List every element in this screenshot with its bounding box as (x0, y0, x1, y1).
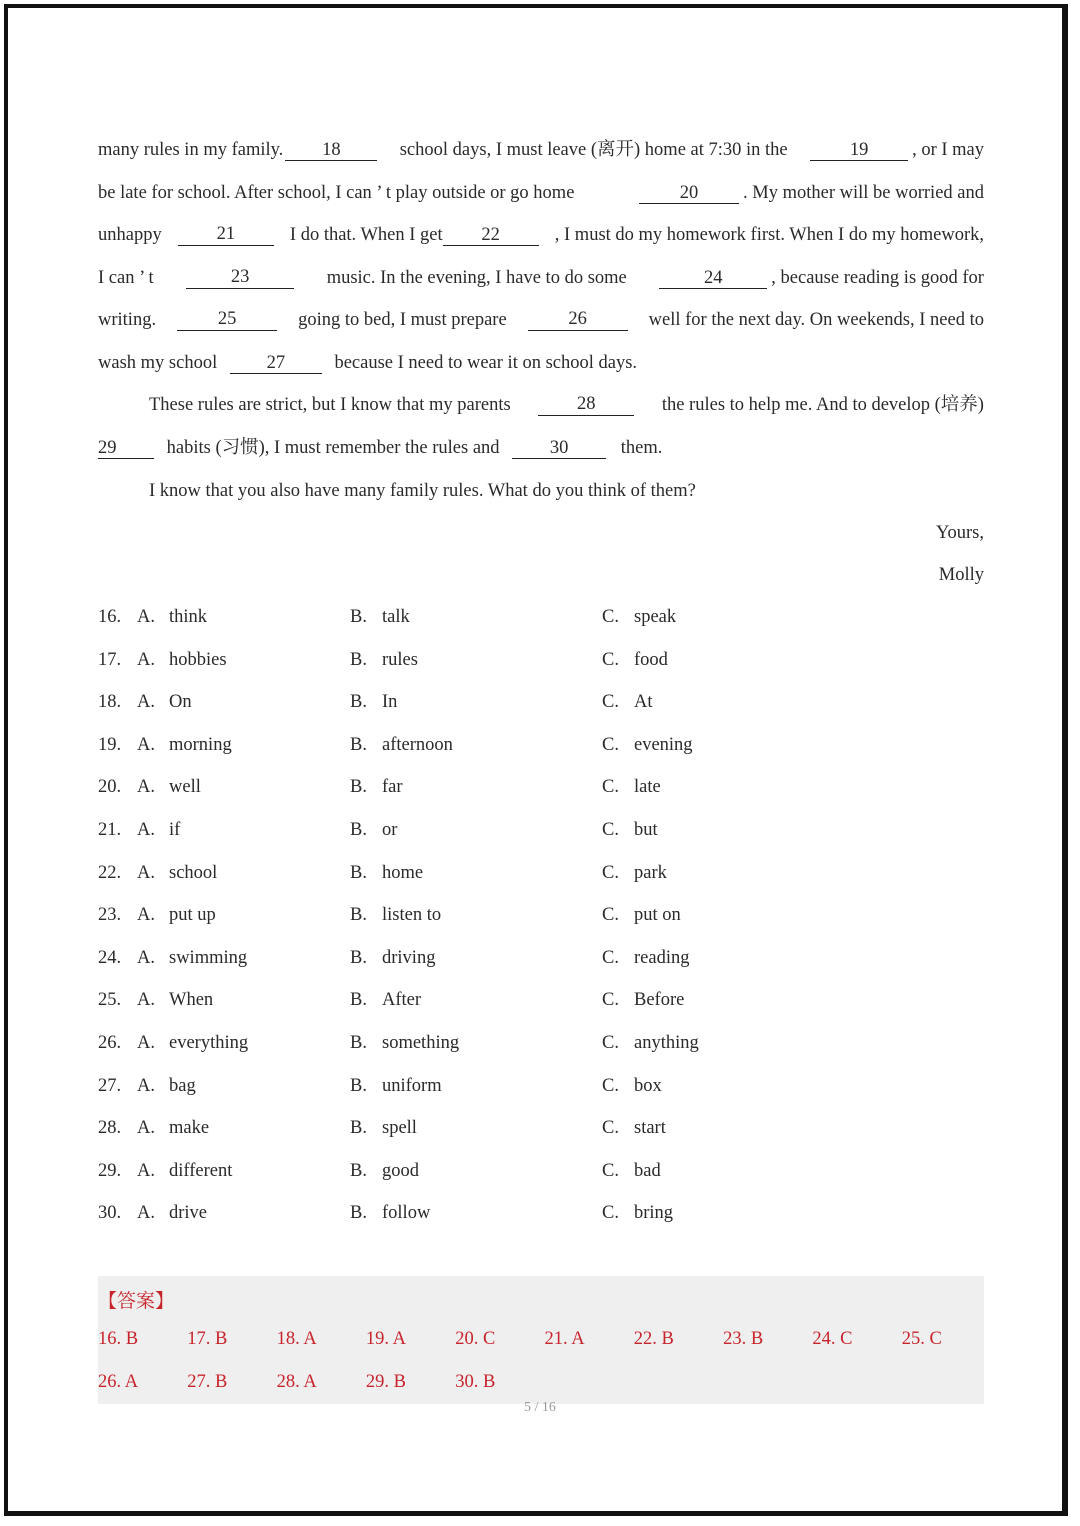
passage-line-6 (98, 352, 637, 374)
answer-item: 23. B (723, 1329, 764, 1349)
option-letter-b: B. (350, 777, 367, 798)
option-letter-c: C. (602, 607, 619, 627)
option-letter-a: A. (137, 777, 155, 798)
passage-line-9 (149, 480, 696, 502)
option-letter-c: C. (602, 862, 619, 883)
blank-30: 30 (512, 438, 606, 459)
blank-29: 29 (98, 438, 154, 459)
option-letter-a: A. (137, 649, 155, 670)
blank-28: 28 (538, 394, 634, 416)
option-b: uniform (382, 1075, 442, 1096)
blank-21: 21 (178, 224, 274, 246)
question-number: 20. (98, 777, 122, 798)
option-letter-a: A. (137, 734, 155, 755)
passage-text: wash my school (98, 353, 218, 373)
blank-24: 24 (659, 268, 767, 289)
option-c: anything (634, 1033, 699, 1053)
passage-text: I do that. When I get (289, 225, 443, 245)
passage-text: , I must do my homework first. When I do my homework, (554, 225, 984, 245)
option-letter-b: B. (350, 820, 367, 840)
question-number: 26. (98, 1033, 122, 1053)
option-row (98, 990, 898, 1014)
answer-item: 20. C (455, 1329, 496, 1349)
option-letter-b: B. (350, 1203, 367, 1224)
option-row (98, 607, 898, 631)
option-c: reading (634, 947, 690, 968)
option-letter-a: A. (137, 1033, 155, 1053)
option-letter-c: C. (602, 1118, 619, 1139)
option-a: different (169, 1160, 233, 1181)
question-number: 28. (98, 1118, 122, 1139)
blank-25: 25 (177, 309, 277, 331)
option-c: speak (634, 607, 677, 627)
option-row (98, 1203, 898, 1227)
answer-item: 25. C (901, 1329, 942, 1349)
question-number: 17. (98, 649, 122, 670)
passage-line-3 (98, 224, 984, 246)
option-letter-a: A. (137, 692, 155, 713)
option-b: driving (382, 947, 436, 968)
option-a: When (169, 990, 214, 1011)
option-a: hobbies (169, 649, 227, 670)
answer-item: 27. B (187, 1372, 228, 1392)
option-c: start (634, 1118, 666, 1139)
option-letter-a: A. (137, 1075, 155, 1096)
answer-item: 17. B (187, 1329, 228, 1349)
option-c: but (634, 820, 658, 840)
answer-item: 21. A (544, 1329, 585, 1349)
option-letter-a: A. (137, 947, 155, 968)
option-row (98, 650, 898, 674)
option-row (98, 1161, 898, 1185)
option-row (98, 777, 898, 801)
passage-text: the rules to help me. And to develop (培养) (661, 395, 984, 415)
option-letter-a: A. (137, 905, 155, 926)
signature: Molly (938, 565, 984, 585)
passage-line-8 (98, 437, 662, 459)
passage-line-7 (149, 394, 984, 416)
option-row (98, 905, 898, 929)
option-letter-a: A. (137, 1203, 155, 1224)
option-c: late (634, 777, 661, 798)
option-a: think (169, 607, 208, 627)
option-letter-c: C. (602, 1033, 619, 1053)
passage-line-2 (98, 182, 984, 204)
option-letter-c: C. (602, 649, 619, 670)
option-a: make (169, 1118, 210, 1139)
passage-text: I know that you also have many family rules. What do you think of them? (149, 481, 696, 501)
option-b: good (382, 1160, 419, 1181)
option-letter-b: B. (350, 990, 367, 1011)
closing: Yours, (936, 523, 984, 543)
option-letter-a: A. (137, 990, 155, 1011)
option-letter-a: A. (137, 1160, 155, 1181)
passage-line-1 (98, 139, 984, 161)
option-c: bad (634, 1160, 661, 1181)
option-c: evening (634, 734, 693, 755)
option-a: swimming (169, 947, 248, 968)
question-number: 29. (98, 1160, 122, 1181)
option-letter-c: C. (602, 692, 619, 713)
option-a: well (169, 777, 201, 798)
option-row (98, 1076, 898, 1100)
option-letter-c: C. (602, 990, 619, 1011)
passage-text: music. In the evening, I have to do some (326, 268, 627, 288)
answer-item: 19. A (365, 1329, 406, 1349)
passage-text: many rules in my family. (98, 140, 284, 160)
passage-text: because I need to wear it on school days. (334, 353, 638, 373)
option-c: food (634, 649, 668, 670)
question-number: 25. (98, 990, 122, 1011)
option-b: far (382, 777, 403, 798)
question-number: 23. (98, 905, 122, 926)
passage-text: well for the next day. On weekends, I need to (648, 310, 984, 330)
option-row (98, 1118, 898, 1142)
option-b: home (382, 862, 424, 883)
blank-19: 19 (810, 140, 908, 161)
option-letter-b: B. (350, 607, 367, 627)
option-a: school (169, 862, 218, 883)
option-letter-b: B. (350, 905, 367, 926)
option-letter-b: B. (350, 649, 367, 670)
question-number: 21. (98, 820, 122, 840)
passage-text: be late for school. After school, I can ’ t play outside or go home (98, 183, 575, 203)
option-letter-c: C. (602, 1203, 619, 1224)
passage-text: , because reading is good for (771, 268, 984, 288)
option-b: talk (382, 607, 410, 627)
option-b: something (382, 1033, 460, 1053)
passage-text: habits (习惯), I must remember the rules and (166, 438, 500, 458)
answer-item: 28. A (276, 1372, 317, 1392)
answer-item: 30. B (455, 1372, 496, 1392)
passage-text: going to bed, I must prepare (298, 310, 507, 330)
passage-line-4 (98, 267, 984, 289)
option-letter-c: C. (602, 777, 619, 798)
option-letter-b: B. (350, 947, 367, 968)
option-letter-a: A. (137, 862, 155, 883)
option-row (98, 1033, 898, 1057)
passage-text: them. (620, 438, 663, 458)
passage-text: , or I may (912, 140, 984, 160)
question-number: 19. (98, 734, 122, 755)
blank-18: 18 (285, 140, 377, 161)
question-number: 18. (98, 692, 122, 713)
passage-text: . My mother will be worried and (743, 183, 984, 203)
passage-line-5 (98, 309, 984, 331)
option-c: bring (634, 1203, 674, 1224)
answer-item: 26. A (98, 1372, 139, 1392)
option-a: morning (169, 734, 232, 755)
blank-26: 26 (528, 309, 628, 331)
page-number: 5 / 16 (524, 1400, 556, 1415)
option-c: box (634, 1075, 662, 1096)
answer-item: 24. C (812, 1329, 853, 1349)
option-b: In (382, 692, 398, 713)
passage-text: writing. (98, 310, 157, 330)
question-number: 22. (98, 862, 122, 883)
option-letter-c: C. (602, 820, 619, 840)
option-row (98, 948, 898, 972)
option-a: put up (169, 905, 216, 926)
option-c: Before (634, 990, 685, 1011)
answer-item: 18. A (276, 1329, 317, 1349)
blank-20: 20 (639, 183, 739, 204)
option-a: On (169, 692, 192, 713)
answer-item: 16. B (98, 1329, 139, 1349)
option-letter-c: C. (602, 734, 619, 755)
option-b: rules (382, 649, 418, 670)
answer-item: 29. B (365, 1372, 406, 1392)
answer-box (98, 1276, 984, 1404)
option-a: bag (169, 1075, 196, 1096)
answer-title: 【答案】 (98, 1291, 175, 1312)
option-letter-a: A. (137, 607, 155, 627)
passage-text: unhappy (98, 225, 162, 245)
question-number: 30. (98, 1203, 122, 1224)
question-number: 16. (98, 607, 122, 627)
option-row (98, 735, 898, 759)
option-letter-b: B. (350, 1118, 367, 1139)
option-b: follow (382, 1203, 431, 1224)
option-row (98, 692, 898, 716)
passage-text: These rules are strict, but I know that my parents (149, 395, 511, 415)
option-b: afternoon (382, 734, 453, 755)
option-a: if (169, 820, 181, 840)
option-letter-b: B. (350, 734, 367, 755)
option-row (98, 820, 898, 844)
blank-23: 23 (186, 267, 294, 289)
blank-22: 22 (443, 225, 539, 246)
option-letter-c: C. (602, 947, 619, 968)
question-number: 24. (98, 947, 122, 968)
passage-text: school days, I must leave (离开) home at 7:30 in the (399, 140, 788, 160)
option-c: park (634, 862, 667, 883)
option-b: listen to (382, 905, 442, 926)
option-b: or (382, 820, 398, 840)
option-c: At (634, 692, 653, 713)
option-letter-c: C. (602, 1075, 619, 1096)
option-letter-a: A. (137, 1118, 155, 1139)
option-row (98, 863, 898, 887)
question-number: 27. (98, 1075, 122, 1096)
option-letter-b: B. (350, 1033, 367, 1053)
option-b: After (382, 990, 422, 1011)
option-letter-c: C. (602, 1160, 619, 1181)
blank-27: 27 (230, 353, 322, 374)
answer-item: 22. B (633, 1329, 674, 1349)
option-letter-a: A. (137, 820, 155, 840)
option-a: everything (169, 1033, 249, 1053)
option-b: spell (382, 1118, 417, 1139)
option-c: put on (634, 905, 681, 926)
option-letter-b: B. (350, 692, 367, 713)
option-letter-b: B. (350, 1075, 367, 1096)
option-letter-b: B. (350, 1160, 367, 1181)
passage-text: I can ’ t (98, 268, 154, 288)
option-letter-c: C. (602, 905, 619, 926)
option-a: drive (169, 1203, 208, 1224)
option-letter-b: B. (350, 862, 367, 883)
